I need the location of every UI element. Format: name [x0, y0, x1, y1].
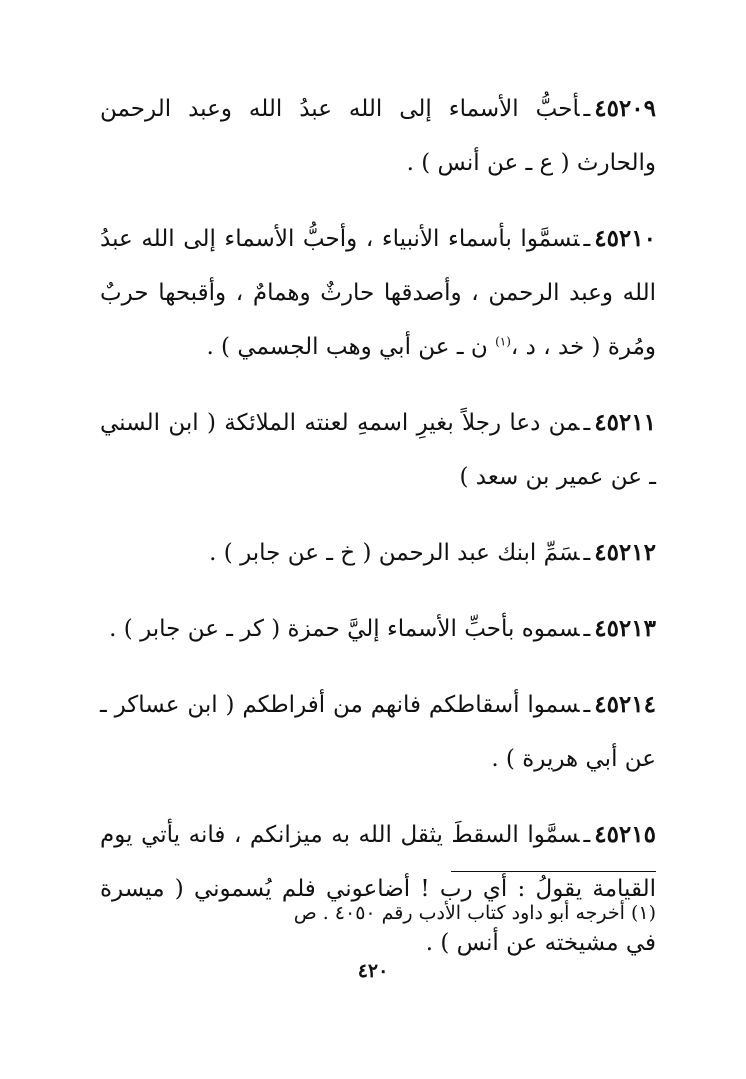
separator-dash: ـ	[583, 692, 591, 718]
hadith-text: سَمِّ ابنك عبد الرحمن ( خ ـ عن جابر ) .	[209, 540, 580, 566]
hadith-text: سموه بأحبِّ الأسماء إليَّ حمزة ( كر ـ عن جابر ) .	[109, 616, 580, 642]
hadith-number: ٤٥٢٠٩	[594, 95, 656, 122]
separator-dash: ـ	[583, 616, 591, 642]
hadith-entry	[100, 396, 656, 504]
hadith-number: ٤٥٢١١	[594, 409, 656, 436]
page-number: ٤٢٠	[357, 960, 389, 982]
hadith-entry	[100, 808, 656, 970]
footnote-marker: (١)	[630, 902, 656, 924]
separator-dash: ـ	[583, 822, 591, 848]
footnote-text: أخرجه أبو داود كتاب الأدب رقم ٤٠٥٠ . ص	[293, 902, 625, 924]
hadith-number: ٤٥٢١٥	[594, 821, 656, 848]
hadith-list	[100, 82, 656, 992]
hadith-entry	[100, 82, 656, 190]
hadith-number: ٤٥٢١٤	[594, 691, 656, 718]
hadith-entry	[100, 602, 656, 656]
hadith-text: من دعا رجلاً بغيرِ اسمهِ لعنته الملائكة ( ابن السني ـ عن عمير بن سعد )	[100, 410, 656, 490]
hadith-entry	[100, 526, 656, 580]
separator-dash: ـ	[583, 96, 591, 122]
hadith-entry	[100, 212, 656, 374]
hadith-text: تسمَّوا بأسماء الأنبياء ، وأحبُّ الأسماء إلى الله عبدُ الله وعبد الرحمن ، وأصدقها حارثٌ وهمامٌ ، وأقبحها حربٌ ومُرة ( خد ، د ،	[100, 226, 656, 360]
hadith-number: ٤٥٢١٠	[594, 225, 656, 252]
footnote-reference: (١)	[495, 334, 511, 349]
hadith-text-continuation: ن ـ عن أبي وهب الجسمي ) .	[206, 334, 488, 360]
hadith-text: سموا أسقاطكم فانهم من أفراطكم ( ابن عساكر ـ عن أبي هريرة ) .	[100, 692, 656, 772]
separator-dash: ـ	[583, 226, 591, 252]
hadith-text: أحبُّ الأسماء إلى الله عبدُ الله وعبد الرحمن والحارث ( ع ـ عن أنس ) .	[100, 96, 656, 176]
hadith-number: ٤٥٢١٣	[594, 615, 656, 642]
separator-dash: ـ	[583, 540, 591, 566]
hadith-number: ٤٥٢١٢	[594, 539, 656, 566]
separator-dash: ـ	[583, 410, 591, 436]
footnote-divider	[451, 871, 656, 872]
hadith-text: سمَّوا السقطَ يثقل الله به ميزانكم ، فانه يأتي يوم القيامة يقولُ : أي رب ! أضاعوني فلم يُسموني ( ميسرة في مشيخته عن أنس ) .	[100, 822, 656, 956]
footnote	[100, 893, 656, 933]
hadith-entry	[100, 678, 656, 786]
